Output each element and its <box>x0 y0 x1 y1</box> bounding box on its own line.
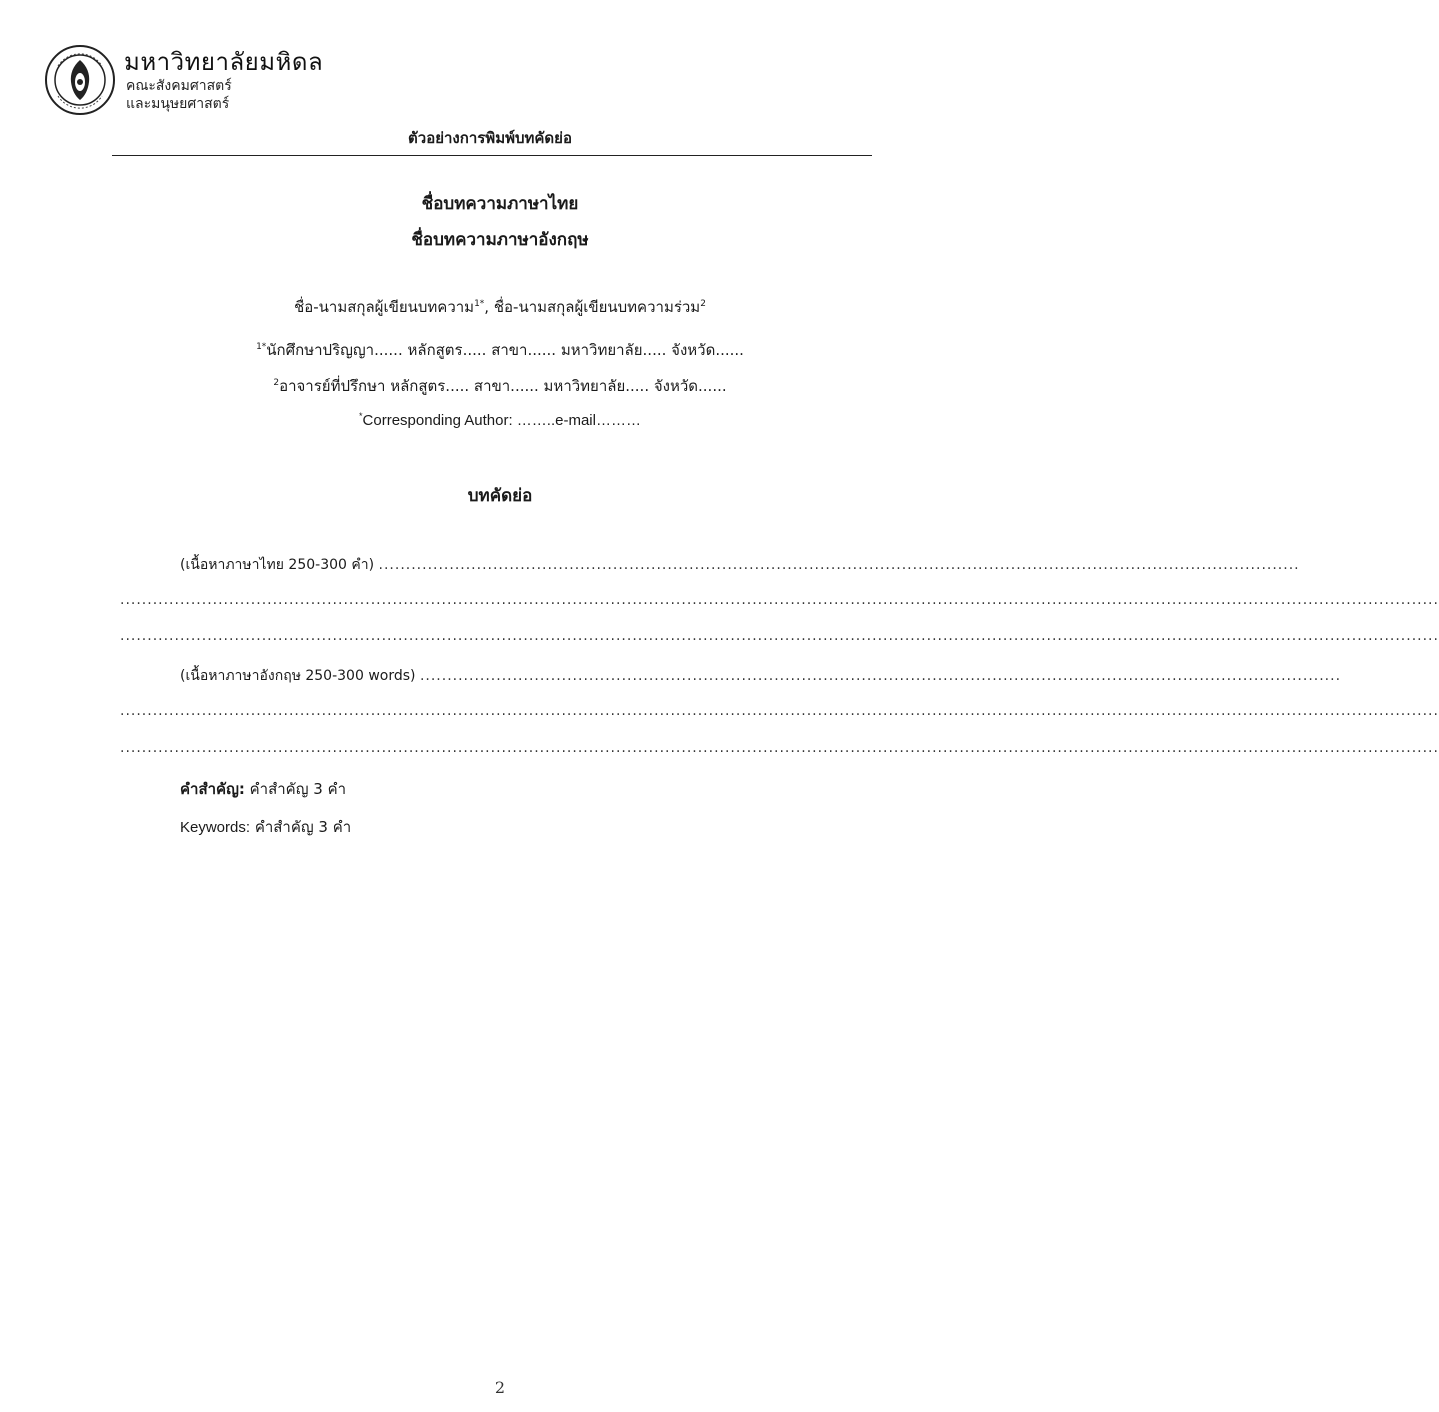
affiliation-1-text: นักศึกษาปริญญา...... หลักสูตร..... สาขา...... มหาวิทยาลัย..... จังหวัด...... <box>266 341 744 359</box>
page-number: 2 <box>494 1378 506 1397</box>
affiliation-1 <box>0 338 1000 362</box>
keywords-thai-label: คำสำคัญ: <box>180 780 245 798</box>
dotted-fill: .................................................................................................................................................................................................................................................. <box>120 592 1439 608</box>
abstract-english-line-3 <box>120 740 1439 756</box>
title-english: ชื่อบทความภาษาอังกฤษ <box>411 230 589 250</box>
affiliation-2-mark: 2 <box>273 378 280 388</box>
keywords-english-value: คำสำคัญ 3 คำ <box>254 818 352 836</box>
dotted-fill: .................................................................................................................................................................................................................................................. <box>120 740 1439 756</box>
abstract-thai-line-3 <box>120 628 1439 644</box>
university-name: มหาวิทยาลัยมหิดล <box>124 48 324 76</box>
co-author: ชื่อ-นามสกุลผู้เขียนบทความร่วม <box>493 298 701 316</box>
dotted-fill: ......................................................................................................................................................................... <box>378 557 1300 573</box>
keywords-thai-value: คำสำคัญ 3 คำ <box>249 780 347 798</box>
keywords-thai <box>180 777 346 801</box>
dotted-fill: ......................................................................................................................................................................... <box>419 668 1342 684</box>
abstract-thai-line-2 <box>120 592 1439 608</box>
document-heading <box>0 126 1000 150</box>
title-thai: ชื่อบทความภาษาไทย <box>421 194 579 214</box>
abstract-heading: บทคัดย่อ <box>467 486 533 506</box>
affiliation-2-text: อาจารย์ที่ปรึกษา หลักสูตร..... สาขา...... มหาวิทยาลัย..... จังหวัด...... <box>279 377 727 395</box>
keywords-english-label: Keywords: <box>180 819 251 836</box>
abstract-thai-line-1 <box>180 554 1300 576</box>
dotted-fill: .................................................................................................................................................................................................................................................. <box>120 703 1439 719</box>
main-author-mark: 1* <box>474 299 485 309</box>
affiliation-1-mark: 1* <box>256 342 267 352</box>
affiliation-2 <box>0 374 1000 398</box>
main-author: ชื่อ-นามสกุลผู้เขียนบทความ <box>294 298 475 316</box>
faculty-name-line-1: คณะสังคมศาสตร์ <box>126 78 232 94</box>
author-line <box>0 295 1000 319</box>
abstract-thai-placeholder: (เนื้อหาภาษาไทย 250-300 คำ) <box>180 557 375 573</box>
document-heading-text: ตัวอย่างการพิมพ์บทคัดย่อ <box>408 129 572 147</box>
author-separator: , <box>484 298 494 316</box>
keywords-english <box>180 815 351 839</box>
co-author-mark: 2 <box>700 299 706 309</box>
abstract-english-line-1 <box>180 665 1342 687</box>
university-seal-icon <box>44 44 116 116</box>
abstract-english-line-2 <box>120 703 1439 719</box>
faculty-name-line-2: และมนุษยศาสตร์ <box>126 96 230 112</box>
corresponding-mark: * <box>359 411 363 421</box>
header-divider <box>112 155 872 156</box>
corresponding-author-text: Corresponding Author: ……..e-mail……… <box>362 412 641 429</box>
corresponding-author <box>0 412 1000 429</box>
dotted-fill: .................................................................................................................................................................................................................................................. <box>120 628 1439 644</box>
abstract-english-placeholder: (เนื้อหาภาษาอังกฤษ 250-300 words) <box>180 668 416 684</box>
